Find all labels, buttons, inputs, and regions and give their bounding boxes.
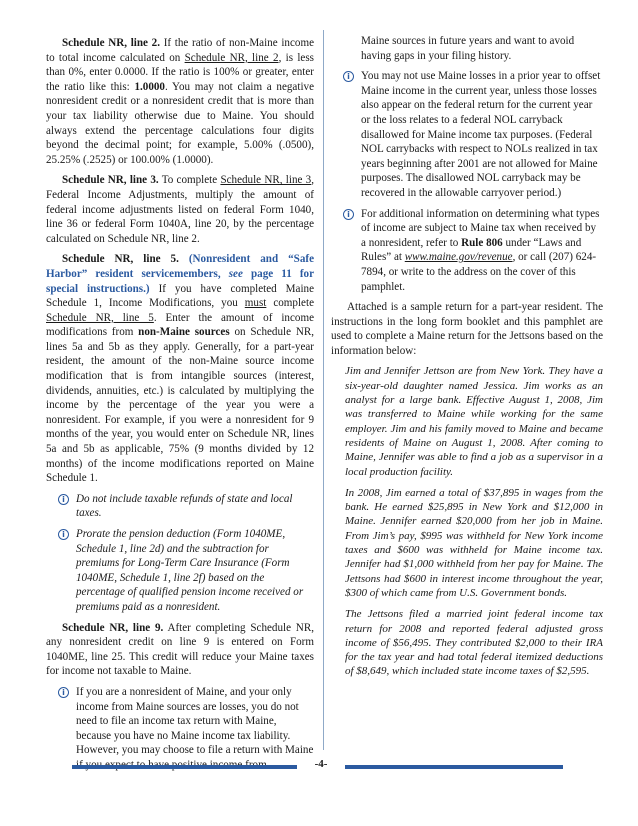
note-additional-information: i For additional information on determining what types of income are subject to Maine tax when received by a nonresident, refer to Rule 806 under “Laws and Rules” at www.maine.gov/revenue, or call (207) 624-7894, or write to the address on the cover of this pamphlet. [341, 207, 603, 295]
info-circle-icon: i [58, 529, 69, 540]
line2-heading: Schedule NR, line 2. [62, 37, 160, 49]
line5-heading: Schedule NR, line 5. [62, 253, 179, 266]
page-number: -4- [314, 758, 328, 770]
info-circle-icon: i [343, 209, 354, 220]
schedule-nr-line9-paragraph: Schedule NR, line 9. After completing Schedule NR, any nonresident credit on line 9 is entered on Form 1040ME, line 25. This credit will reduce your Maine taxes for income not taxable to Maine. [46, 621, 314, 678]
info-circle-icon: i [343, 71, 354, 82]
note-continued: Maine sources in future years and want to avoid having gaps in your filing history. [361, 35, 575, 62]
schedule-nr-line3-paragraph: Schedule NR, line 3. To complete Schedule NR, line 3, Federal Income Adjustments, multiply the amount of federal income adjustments listed on federal Form 1040, line 36 or federal Form 1040A, line 20, by the percentage calculated on Schedule NR, line 2. [46, 174, 315, 245]
left-column [46, 36, 314, 779]
note-maine-losses-only: i If you are a nonresident of Maine, and your only income from Maine sources are losses, you do not need to file an income tax return with Maine, because you have no Maine income tax liability. However, you may choose to file a return with Maine [56, 685, 314, 773]
note-prior-year-losses: i You may not use Maine losses in a prior year to offset Maine income in the current year, unless those losses also appear on the federal return for the current year or the loss relates to a federal NOL carryback disallowed for Maine income tax purposes. (Federal NOL carrybacks with respect to NOLs realized in tax years beginning after 2001 are not allowed for Maine purposes. The disallowed NOL carryback may be recovered in the allowable carryover period.) [341, 69, 603, 200]
maine-revenue-link[interactable]: www.maine.gov/revenue [404, 251, 513, 264]
line3-reference: Schedule NR, line 3 [220, 174, 312, 187]
note-prorate-pension: i Prorate the pension deduction (Form 1040ME, Schedule 1, line 2d) and the subtraction for premiums for Long-Term Care Insurance (Form 1040ME, Schedule 1, line 2f) based on the percentage of qualified pension income received or premiums paid as a nonresident. [56, 527, 314, 615]
example-paragraph-3: The Jettsons filed a married joint federal income tax return for 2008 and reported federal adjusted gross income of $56,495. They contributed $2,000 to their IRA for the tax year and had total federal itemized deductions of $8,649, which included state income taxes of $2,595. [345, 608, 603, 678]
column-divider [323, 30, 324, 750]
example-paragraph-1: Jim and Jennifer Jettson are from New York. They have a six-year-old daughter named Jessica. Jim works as an analyst for a large bank. Effective August 1, 2008, Jim was transferred to Maine while working for the same employer. Jim and his family moved to Maine and became residents of Maine on August 1, 2008. After coming to Maine, Jennifer was able to find a job as a supervisor in a local production facility. [345, 365, 603, 478]
right-column [331, 36, 603, 686]
schedule-nr-line5-paragraph: Schedule NR, line 5. (Nonresident and “Safe Harbor” resident servicemembers, see page 11 for special instructions.) If you have completed Maine Schedule 1, Income Modifications, you must complete Schedule NR, line 5. Enter the amount of income modifications from non-Maine sources on Schedule NR, lines 5a and 5b as they apply. Generally, for a part-year resident, the amount of the non-Maine source income modification that is from intangible sources (interest, dividends, annuities, etc.) is calculated by multiplying the income by the percentage of the year you were a nonresident. For example, if you were a nonresident for 9 months of the year, you would enter on Schedule NR, lines 5a and 5b as applicable, 75% (9 months divided by 12 months) of the income modifications reported on Maine Schedule 1. [46, 253, 314, 485]
note-taxable-refunds: i Do not include taxable refunds of state and local taxes. [56, 492, 314, 521]
line2-reference: Schedule NR, line 2 [184, 51, 279, 64]
sample-return-intro: Attached is a sample return for a part-year resident. The instructions in the long form booklet and this pamphlet are used to complete a Maine return for the Jettsons based on the information below: [331, 301, 603, 357]
line5-reference: Schedule NR, line 5 [46, 311, 154, 324]
footer-rule-right [345, 765, 563, 769]
line9-heading: Schedule NR, line 9. [62, 621, 164, 634]
footer-rule-left [72, 765, 297, 769]
jettson-example [345, 364, 603, 678]
example-paragraph-2: In 2008, Jim earned a total of $37,895 in wages from the bank. He earned $25,895 in New York and $12,000 in Maine. Jennifer earned $20,000 from her job in Maine. From Jim’s pay, $995 was withheld for New York income taxes and $600 was withheld for Maine income tax. Jennifer had $1,000 withheld from her pay for Maine. The Jettsons had $600 in interest income throughout the year, $300 of which came from U.S. Government bonds. [345, 486, 603, 599]
info-circle-icon: i [58, 687, 69, 698]
info-circle-icon: i [58, 494, 69, 505]
schedule-nr-line2-paragraph: Schedule NR, line 2. If the ratio of non-Maine income to total income calculated on Schedule NR, line 2, is less than 0%, enter 0.0000. If the ratio is 100% or greater, enter the ratio like this: 1.0000. You may not claim a negative nonresident credit or a nonresident credit that is more than your tax liability otherwise due to Maine. You should always extend the percentage calculations four digits beyond the decimal point; for example, 5.00% (.0500), 25.25% (.2525) or 100.00% (1.0000). [46, 37, 315, 166]
line3-heading: Schedule NR, line 3. [62, 174, 159, 187]
